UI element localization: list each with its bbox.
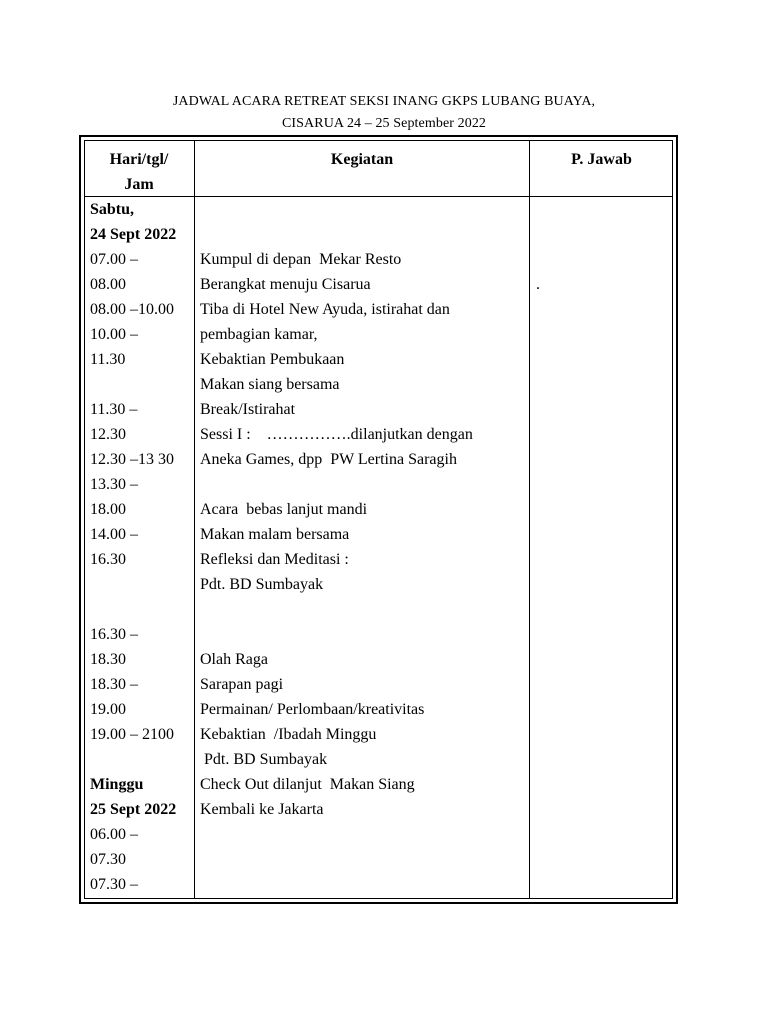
jam-cell: 12.30 [90, 426, 126, 443]
header-pjawab: P. Jawab [571, 151, 632, 168]
jam-cell: 16.30 [90, 551, 126, 568]
kegiatan-cell: Tiba di Hotel New Ayuda, istirahat dan [200, 301, 450, 318]
header-jam-line: Jam [124, 176, 154, 193]
kegiatan-cell: Pdt. BD Sumbayak [200, 751, 328, 768]
jam-cell: 19.00 – 2100 [90, 726, 174, 743]
jam-cell: 18.30 – [90, 676, 138, 693]
header-jam-line: Hari/tgl/ [109, 151, 169, 168]
kegiatan-cell: Sarapan pagi [200, 676, 284, 693]
kegiatan-cell [200, 622, 528, 647]
kegiatan-cell: Aneka Games, dpp PW Lertina Saragih [200, 451, 457, 468]
kegiatan-cell: Check Out dilanjut Makan Siang [200, 776, 415, 793]
jam-cell: 18.30 [90, 651, 126, 668]
jam-cell [90, 747, 194, 772]
jam-column [90, 197, 194, 897]
document-title-line-2: CISARUA 24 – 25 September 2022 [281, 116, 487, 131]
header-kegiatan: Kegiatan [330, 151, 394, 168]
kegiatan-cell: Acara bebas lanjut mandi [200, 501, 368, 518]
kegiatan-cell: Kebaktian /Ibadah Minggu [200, 726, 377, 743]
jam-cell: 08.00 [90, 276, 126, 293]
jam-cell: 24 Sept 2022 [90, 226, 177, 243]
column-divider [194, 140, 195, 899]
jam-cell: 07.30 [90, 851, 126, 868]
jam-cell: 16.30 – [90, 626, 138, 643]
kegiatan-cell: Makan siang bersama [200, 376, 340, 393]
kegiatan-cell: Break/Istirahat [200, 401, 296, 418]
jam-cell: 10.00 – [90, 326, 138, 343]
kegiatan-cell: Kebaktian Pembukaan [200, 351, 345, 368]
header-jam [84, 147, 194, 197]
jam-cell: Sabtu, [90, 201, 135, 218]
jam-cell: 25 Sept 2022 [90, 801, 177, 818]
jam-cell: 13.30 – [90, 476, 138, 493]
kegiatan-cell: Berangkat menuju Cisarua [200, 276, 371, 293]
jam-cell: 18.00 [90, 501, 126, 518]
jam-cell: 07.00 – [90, 251, 138, 268]
kegiatan-cell: Olah Raga [200, 651, 268, 668]
kegiatan-cell: Permainan/ Perlombaan/kreativitas [200, 701, 425, 718]
kegiatan-cell [200, 472, 528, 497]
kegiatan-column [200, 247, 528, 822]
kegiatan-cell: Kembali ke Jakarta [200, 801, 324, 818]
jam-cell: 11.30 [90, 351, 126, 368]
jam-cell: 07.30 – [90, 876, 138, 893]
jam-cell [90, 372, 194, 397]
jam-cell: 08.00 –10.00 [90, 301, 174, 318]
jam-cell [90, 597, 194, 622]
document-title-line-1: JADWAL ACARA RETREAT SEKSI INANG GKPS LUBANG BUAYA, [172, 94, 596, 109]
kegiatan-cell: Kumpul di depan Mekar Resto [200, 251, 402, 268]
kegiatan-cell: Sessi I : …………….dilanjutkan dengan [200, 426, 473, 443]
jam-cell: 14.00 – [90, 526, 138, 543]
pjawab-cell: . [536, 276, 540, 293]
kegiatan-cell: pembagian kamar, [200, 326, 318, 343]
jam-cell: Minggu [90, 776, 144, 793]
jam-cell: 19.00 [90, 701, 126, 718]
kegiatan-cell: Refleksi dan Meditasi : [200, 551, 349, 568]
kegiatan-cell: Pdt. BD Sumbayak [200, 576, 324, 593]
column-divider [529, 140, 530, 899]
jam-cell [90, 572, 194, 597]
pjawab-column [536, 272, 666, 297]
jam-cell: 06.00 – [90, 826, 138, 843]
jam-cell: 11.30 – [90, 401, 138, 418]
kegiatan-cell [200, 597, 528, 622]
jam-cell: 12.30 –13 30 [90, 451, 174, 468]
kegiatan-cell: Makan malam bersama [200, 526, 350, 543]
